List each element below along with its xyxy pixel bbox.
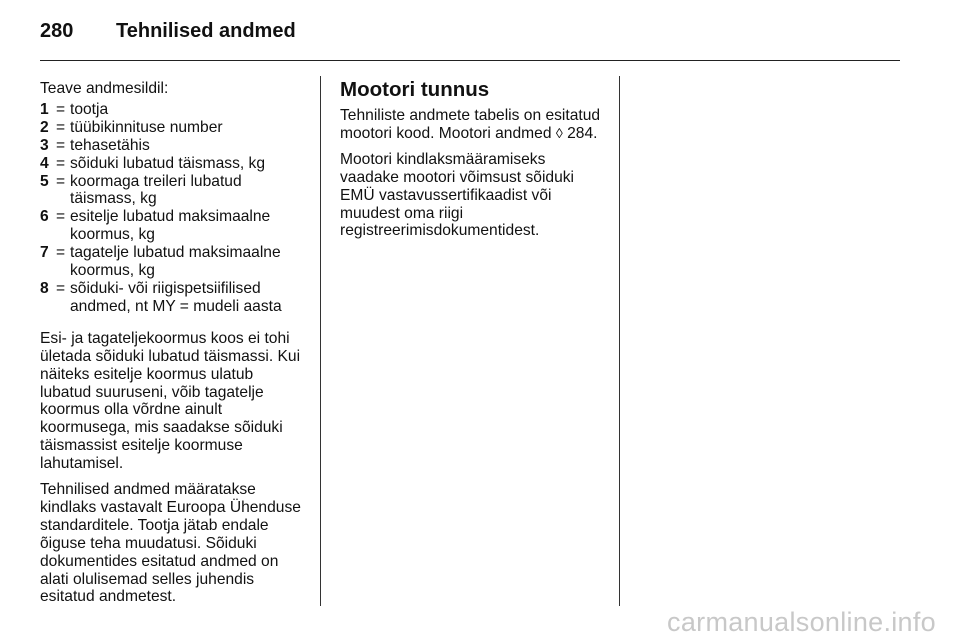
legend-item: 4 = sõiduki lubatud täismass, kg bbox=[40, 154, 266, 172]
engine-id-heading: Mootori tunnus bbox=[340, 78, 490, 101]
axle-load-paragraph: Esi- ja tagateljekoormus koos ei tohi ületada sõiduki lubatud täismassi. Kui näiteks esitelje koormus ulatub lubatud suuruseni, võib tagatelje koormus olla võrdne ainult koormusega, mis saadakse sõiduki täismassist esitelje koormuse lahutamisel. bbox=[40, 329, 301, 473]
legend-item: 8 = sõiduki- või riigispetsiifilised andmed, nt MY = mudeli aasta bbox=[40, 279, 282, 315]
legend-item: 7 = tagatelje lubatud maksimaalne koormus, kg bbox=[40, 244, 281, 280]
standards-paragraph: Tehnilised andmed määratakse kindlaks vastavalt Euroopa Ühenduse standarditele. Tootja jätab endale õiguse teha muudatusi. Sõiduki dokumentides esitatud andmed on alati olulisemad selles juhendis esitatud andmetest. bbox=[40, 481, 301, 606]
page-reference-link[interactable]: 284. bbox=[567, 124, 598, 142]
column-divider-right bbox=[619, 76, 620, 606]
header-divider bbox=[40, 60, 900, 61]
legend-item: 2 = tüübikinnituse number bbox=[40, 118, 223, 136]
page-reference-icon: ◊ bbox=[555, 124, 563, 141]
engine-power-paragraph: Mootori kindlaksmääramiseks vaadake mootori võimsust sõiduki EMÜ vastavussertifikaadist või muudest oma riigi registreerimisdokumentidest. bbox=[340, 150, 575, 240]
engine-code-paragraph: Tehniliste andmete tabelis on esitatud mootori kood. Mootori andmed ◊ 284. bbox=[340, 107, 601, 142]
nameplate-legend bbox=[40, 101, 308, 316]
column-divider-left bbox=[320, 76, 321, 606]
watermark: carmanualsonline.info bbox=[667, 607, 936, 637]
legend-item: 3 = tehasetähis bbox=[40, 136, 150, 154]
page-number: 280 bbox=[40, 20, 74, 42]
legend-item: 5 = koormaga treileri lubatud täismass, kg bbox=[40, 172, 242, 208]
legend-item: 6 = esitelje lubatud maksimaalne koormus, kg bbox=[40, 208, 271, 244]
legend-item: 1 = tootja bbox=[40, 100, 109, 118]
right-column bbox=[340, 78, 602, 248]
left-column bbox=[40, 80, 308, 614]
legend-intro: Teave andmesildil: bbox=[40, 80, 169, 97]
section-title: Tehnilised andmed bbox=[116, 20, 296, 42]
